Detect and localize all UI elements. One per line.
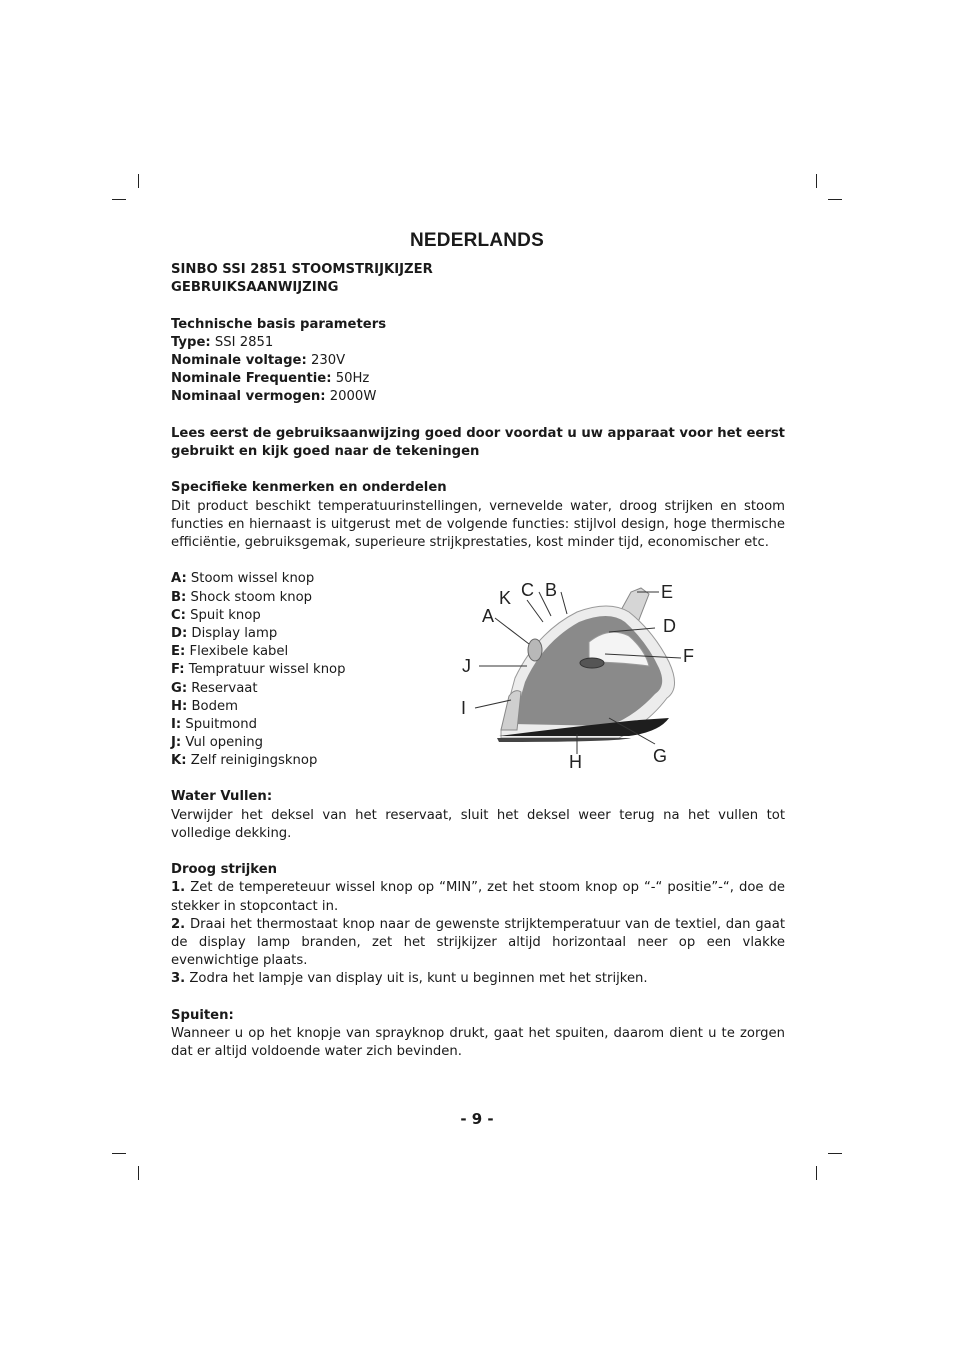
- tech-heading: Technische basis parameters: [171, 316, 387, 332]
- figure-label-f: F: [683, 646, 694, 667]
- crop-mark: [828, 1153, 842, 1154]
- spray-text: Wanneer u op het knopje van sprayknop drukt, gaat het spuiten, daarom dient u te zorgen dat er altijd voldoende water zich bevinden.: [171, 1026, 785, 1060]
- figure-label-c: C: [521, 580, 534, 601]
- part-item: H: Bodem: [171, 698, 238, 714]
- document-body: [171, 261, 785, 1061]
- part-item: B: Shock stoom knop: [171, 589, 313, 605]
- figure-label-b: B: [545, 580, 558, 601]
- crop-mark: [138, 174, 139, 188]
- figure-label-a: A: [482, 606, 495, 627]
- parts-section: [171, 570, 785, 788]
- dry-heading: Droog strijken: [171, 862, 278, 878]
- page-number: - 9 -: [460, 1110, 494, 1128]
- crop-mark: [112, 1153, 126, 1154]
- part-item: G: Reservaat: [171, 680, 258, 696]
- part-item: I: Spuitmond: [171, 717, 257, 733]
- figure-label-h: H: [569, 752, 582, 771]
- figure-label-d: D: [663, 616, 676, 637]
- figure-label-k: K: [499, 588, 512, 609]
- part-item: K: Zelf reinigingsknop: [171, 753, 318, 769]
- crop-mark: [138, 1166, 139, 1180]
- figure-label-e: E: [661, 582, 674, 603]
- crop-mark: [816, 174, 817, 188]
- tech-frequency: Nominale Frequentie: 50Hz: [171, 371, 370, 387]
- manual-title: GEBRUIKSAANWIJZING: [171, 280, 339, 296]
- dry-step-2: 2. Draai het thermostaat knop naar de gewenste strijktemperatuur van de textiel, dan gaat de display lamp branden, zet het strijkijzer altijd horizontaal neer op een vlakke evenwichtige plaats.: [171, 916, 785, 969]
- parts-list: [171, 570, 431, 770]
- page-title: NEDERLANDS: [410, 230, 544, 251]
- tech-power: Nominaal vermogen: 2000W: [171, 389, 377, 405]
- part-item: F: Tempratuur wissel knop: [171, 662, 346, 678]
- spray-heading: Spuiten:: [171, 1007, 234, 1023]
- dry-step-3: 3. Zodra het lampje van display uit is, kunt u beginnen met het strijken.: [171, 971, 648, 987]
- part-item: D: Display lamp: [171, 626, 278, 641]
- product-title: SINBO SSI 2851 STOOMSTRIJKIJZER: [171, 262, 433, 277]
- dry-step-1: 1. Zet de tempereteuur wissel knop op “MIN”, zet het stoom knop op “-“ positie”-“, doe de stekker in stopcontact in.: [171, 880, 785, 914]
- water-heading: Water Vullen:: [171, 789, 273, 805]
- crop-mark: [828, 199, 842, 200]
- part-item: C: Spuit knop: [171, 607, 261, 623]
- figure-label-i: I: [461, 698, 467, 719]
- features-heading: Specifieke kenmerken en onderdelen: [171, 480, 447, 496]
- part-item: E: Flexibele kabel: [171, 644, 289, 660]
- part-item: A: Stoom wissel knop: [171, 571, 315, 587]
- iron-diagram: [459, 570, 739, 770]
- warning-text: Lees eerst de gebruiksaanwijzing goed door voordat u uw apparaat voor het eerst gebruikt en kijk goed naar de tekeningen: [171, 425, 785, 459]
- iron-illustration: [459, 570, 739, 770]
- part-item: J: Vul opening: [171, 735, 264, 751]
- tech-type: Type: SSI 2851: [171, 334, 274, 350]
- figure-label-g: G: [653, 746, 668, 767]
- crop-mark: [112, 199, 126, 200]
- tech-voltage: Nominale voltage: 230V: [171, 353, 346, 368]
- water-text: Verwijder het deksel van het reservaat, sluit het deksel weer terug na het vullen tot volledige dekking.: [171, 807, 785, 841]
- figure-label-j: J: [462, 656, 471, 677]
- features-text: Dit product beschikt temperatuurinstellingen, vernevelde water, droog strijken en stoom functies en hiernaast is uitgerust met de volgende functies: stijlvol design, hoge thermische efficiëntie, gebruiksgemak, superieure strijkprestaties, kost minder tijd, economischer etc.: [171, 498, 785, 550]
- crop-mark: [816, 1166, 817, 1180]
